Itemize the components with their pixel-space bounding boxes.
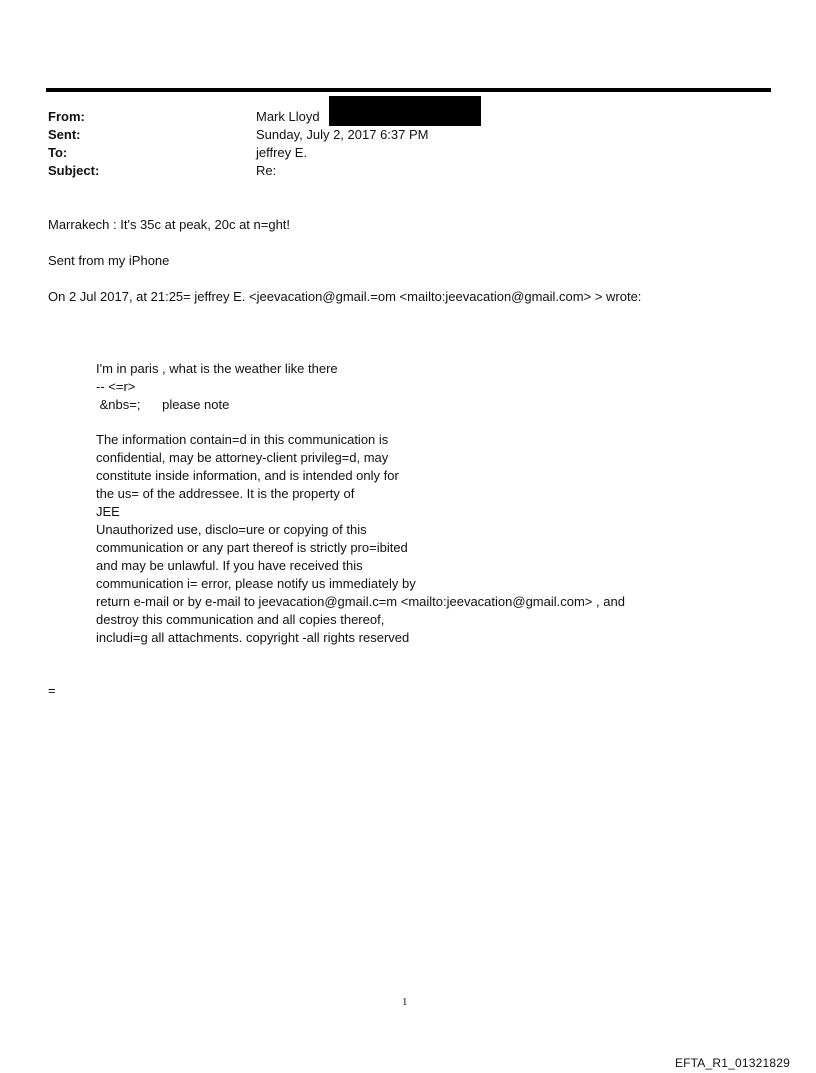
quoted-line: I'm in paris , what is the weather like there [96, 361, 338, 376]
quoted-line: -- <=r> [96, 379, 136, 394]
quoted-line: return e-mail or by e-mail to jeevacation@gmail.c=m <mailto:jeevacation@gmail.com> , and [96, 594, 625, 609]
quoted-line: communication or any part thereof is strictly pro=ibited [96, 540, 408, 555]
quoted-line: constitute inside information, and is intended only for [96, 468, 399, 483]
header-rule [46, 88, 771, 92]
quoted-line: &nbs=; please note [96, 397, 230, 412]
quoted-line: Unauthorized use, disclo=ure or copying of this [96, 522, 367, 537]
to-label: To: [48, 145, 68, 160]
body-line-1: Marrakech : It's 35c at peak, 20c at n=ght! [48, 217, 291, 232]
subject-value: Re: [256, 163, 277, 178]
redaction-box [329, 96, 481, 126]
to-value: jeffrey E. [256, 145, 308, 160]
body-line-3: On 2 Jul 2017, at 21:25= jeffrey E. <jeevacation@gmail.=om <mailto:jeevacation@gmail.com> > wrote: [48, 289, 642, 304]
sent-value: Sunday, July 2, 2017 6:37 PM [256, 127, 429, 142]
document-id: EFTA_R1_01321829 [674, 1056, 790, 1070]
quoted-line: communication i= error, please notify us immediately by [96, 576, 416, 591]
quoted-line: destroy this communication and all copies thereof, [96, 612, 385, 627]
quoted-line: confidential, may be attorney-client privileg=d, may [96, 450, 389, 465]
from-label: From: [48, 109, 85, 124]
trailing-equals: = [48, 683, 56, 698]
quoted-line: and may be unlawful. If you have received this [96, 558, 363, 573]
quoted-line: the us= of the addressee. It is the property of [96, 486, 355, 501]
from-value: Mark Lloyd [256, 109, 320, 124]
quoted-line: includi=g all attachments. copyright -all rights reserved [96, 630, 410, 645]
subject-label: Subject: [48, 163, 100, 178]
body-line-2: Sent from my iPhone [48, 253, 170, 268]
sent-label: Sent: [48, 127, 81, 142]
quoted-line: The information contain=d in this communication is [96, 432, 389, 447]
page-number: 1 [402, 996, 408, 1008]
quoted-line: JEE [96, 504, 120, 519]
